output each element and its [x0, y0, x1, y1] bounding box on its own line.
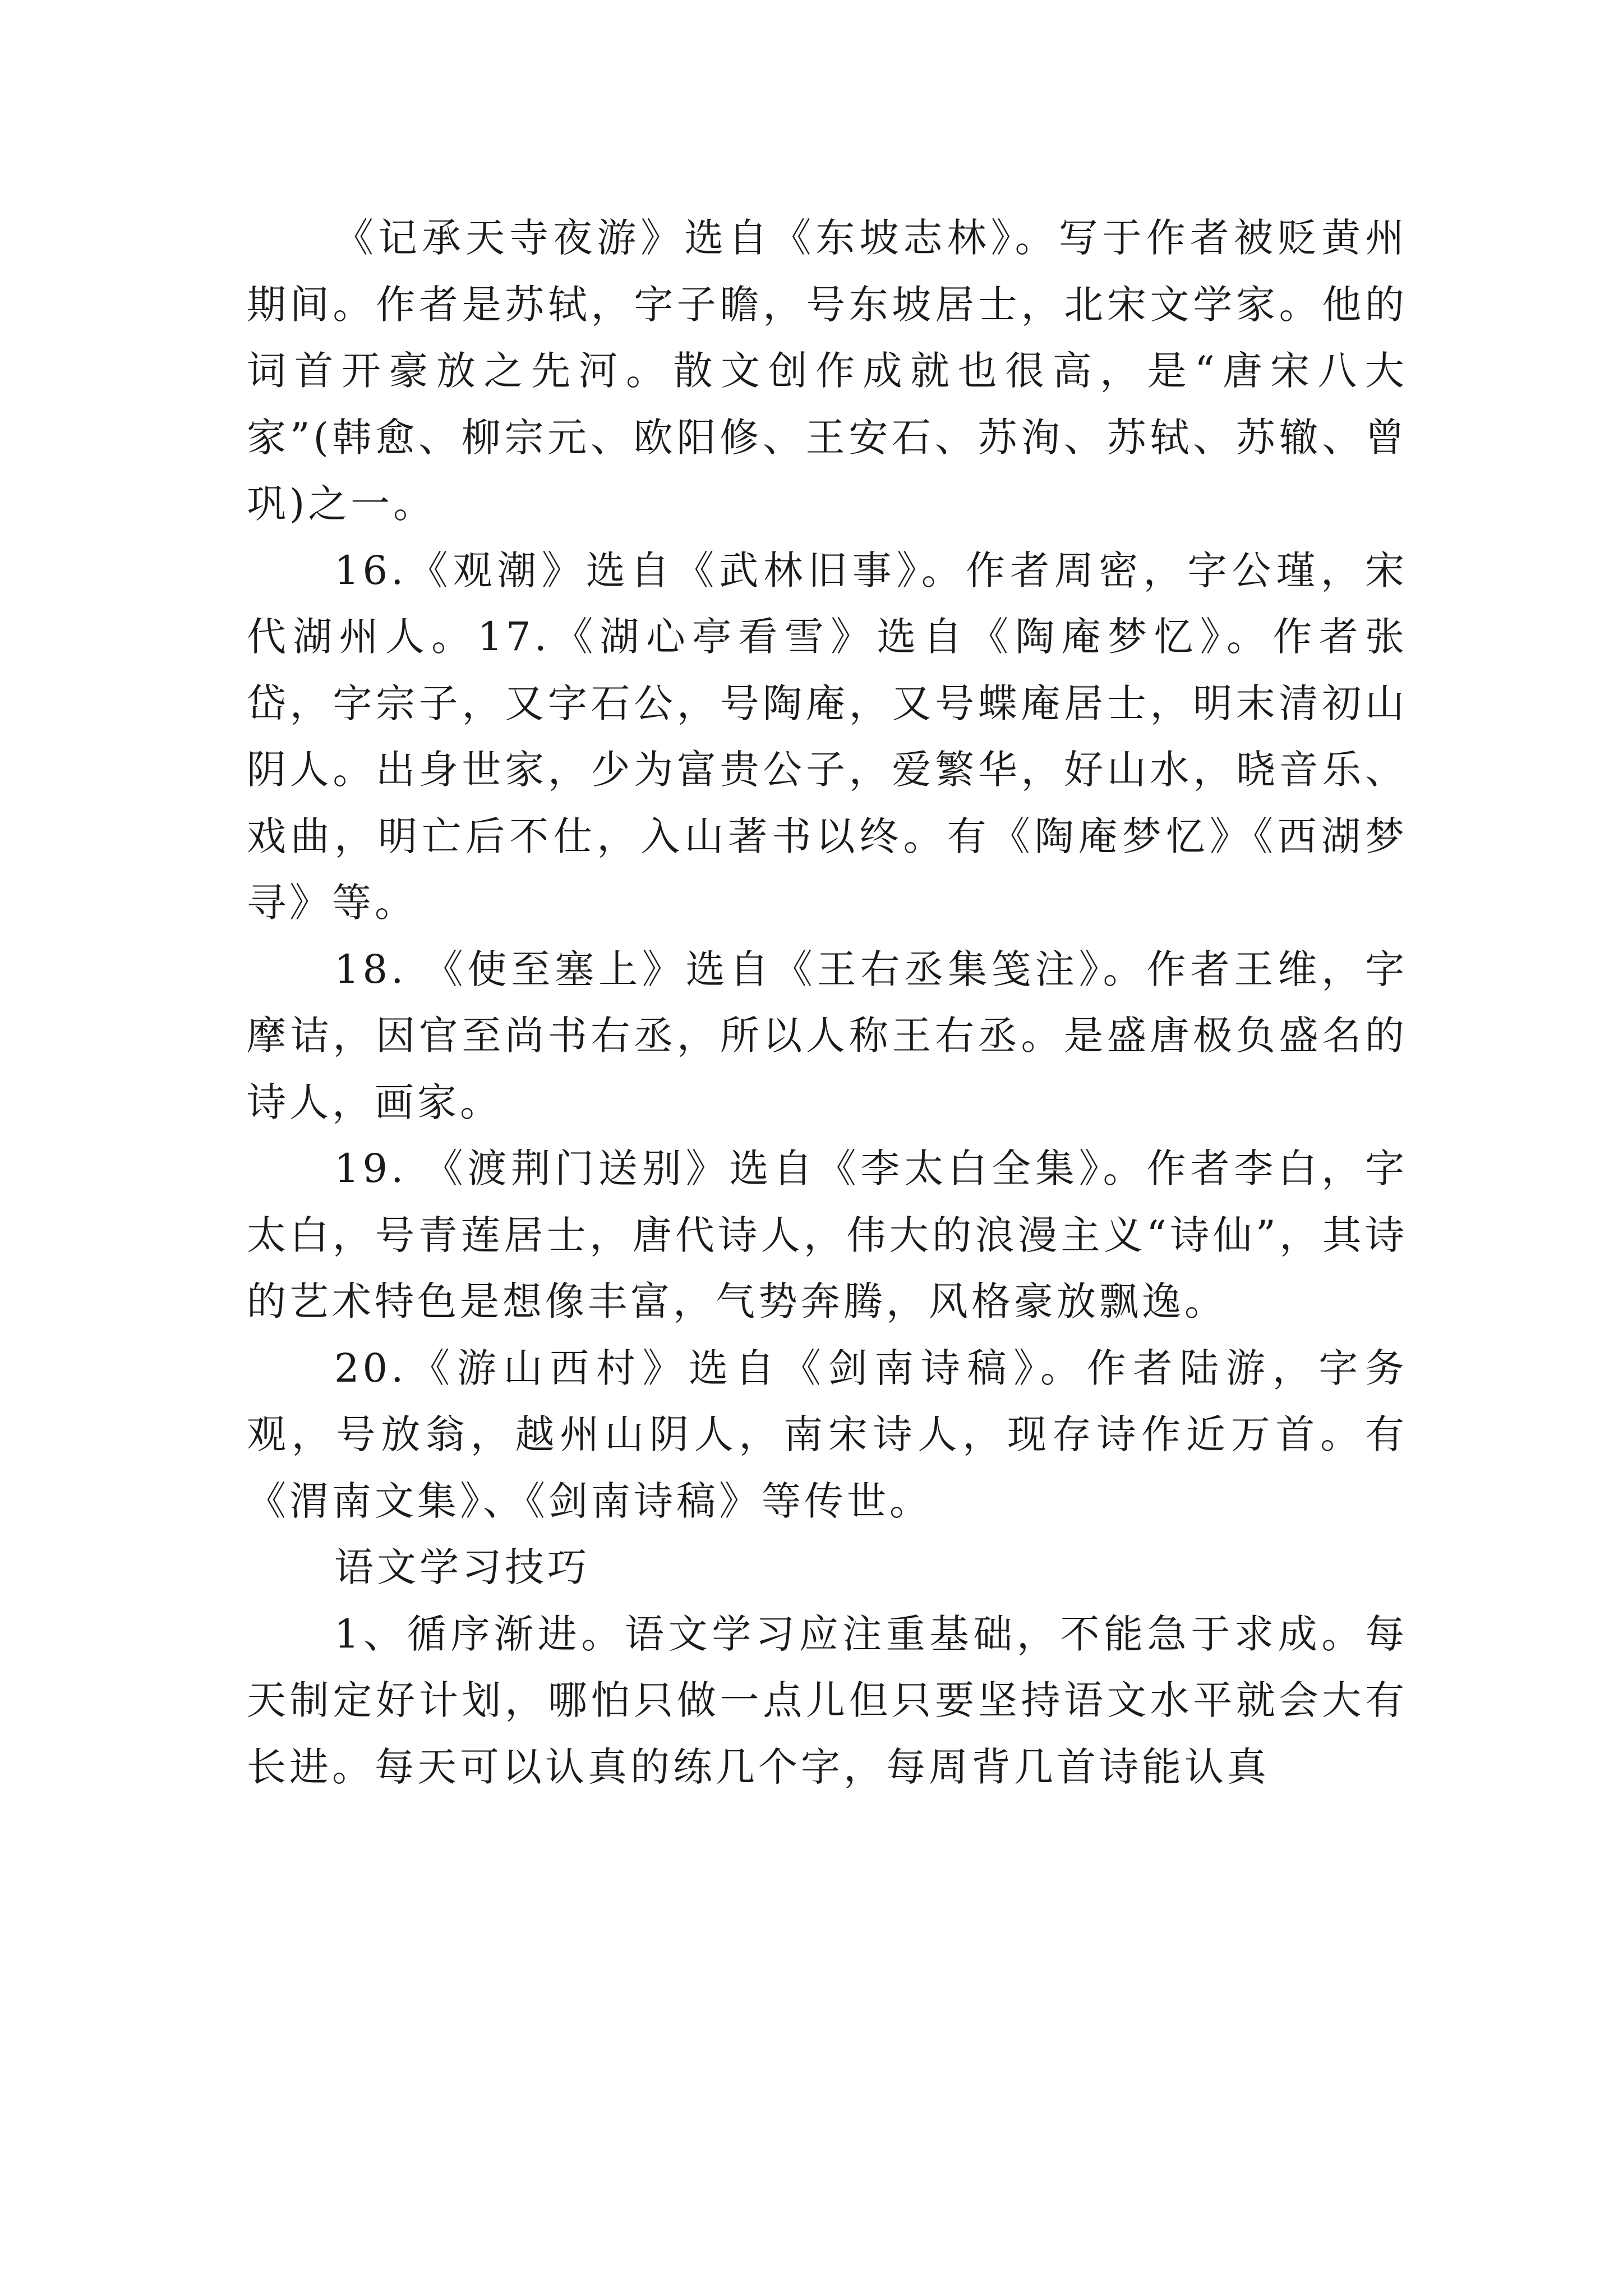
paragraph-guan-chao-hu-xin-ting: 16.《观潮》选自《武林旧事》。作者周密，字公瑾，宋代湖州人。17.《湖心亭看雪》选自《陶庵梦忆》。作者张岱，字宗子，又字石公，号陶庵，又号蝶庵居士，明末清初山阴人。出身世家，少为富贵公子，爱繁华，好山水，晓音乐、戏曲，明亡后不仕，入山著书以终。有《陶庵梦忆》《西湖梦寻》等。: [247, 547, 1408, 926]
paragraph-shi-zhi-sai-shang: 18. 《使至塞上》选自《王右丞集笺注》。作者王维，字摩诘，因官至尚书右丞，所以人称王右丞。是盛唐极负盛名的诗人，画家。: [247, 946, 1408, 1125]
section-heading-study-tips: 语文学习技巧: [334, 1544, 590, 1590]
document-body: [247, 205, 1408, 1800]
paragraph-tip-1: 1、循序渐进。语文学习应注重基础，不能急于求成。每天制定好计划，哪怕只做一点儿但只要坚持语文水平就会大有长进。每天可以认真的练几个字，每周背几首诗能认真: [247, 1611, 1408, 1790]
paragraph-du-jing-men: 19. 《渡荆门送别》选自《李太白全集》。作者李白，字太白，号青莲居士，唐代诗人，伟大的浪漫主义“诗仙”，其诗的艺术特色是想像丰富，气势奔腾，风格豪放飘逸。: [247, 1145, 1408, 1324]
paragraph-su-shi: 《记承天寺夜游》选自《东坡志林》。写于作者被贬黄州期间。作者是苏轼，字子瞻，号东坡居士，北宋文学家。他的词首开豪放之先河。散文创作成就也很高，是“唐宋八大家”(韩愈、柳宗元、欧阳修、王安石、苏洵、苏轼、苏辙、曾巩)之一。: [247, 215, 1408, 527]
paragraph-you-shan-xi-cun: 20.《游山西村》选自《剑南诗稿》。作者陆游，字务观，号放翁，越州山阴人，南宋诗人，现存诗作近万首。有《渭南文集》、《剑南诗稿》等传世。: [247, 1345, 1408, 1524]
